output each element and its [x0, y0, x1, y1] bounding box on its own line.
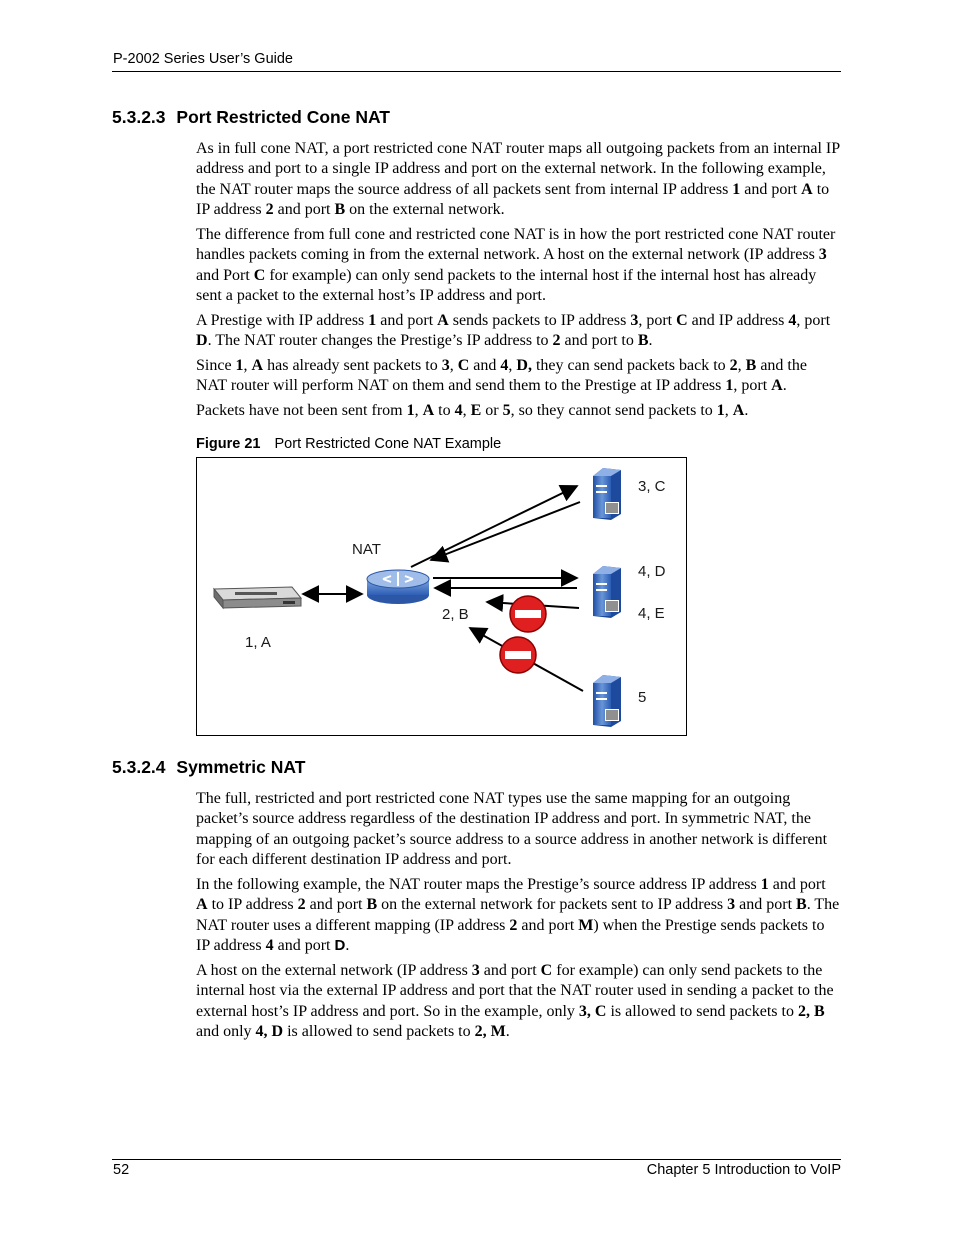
- bold-term: 3: [471, 962, 480, 979]
- chapter-title: Chapter 5 Introduction to VoIP: [646, 1162, 841, 1178]
- text-run: Since: [196, 357, 236, 374]
- text-run: and port: [517, 916, 579, 934]
- paragraph: [196, 875, 841, 957]
- text-run: As in full cone NAT, a port restricted cone NAT router maps all outgoing packets from an internal IP address and port to a single IP address and port on the external network. In the following example, the NAT router maps the source address of all packets sent from internal IP address: [196, 140, 840, 198]
- text-run: to IP address: [207, 896, 298, 914]
- text-run: to IP address: [196, 180, 830, 219]
- text-run: is allowed to send packets to: [283, 1023, 475, 1041]
- arrow-router-to-3c: [411, 486, 577, 567]
- bold-term: 1: [235, 357, 244, 374]
- text-run: ,: [508, 357, 517, 374]
- server-icon-3c: [593, 468, 621, 520]
- bold-term: B: [334, 201, 346, 219]
- bold-term: 5: [502, 402, 511, 419]
- text-run: and port: [273, 937, 335, 955]
- bold-term: 3: [441, 357, 450, 374]
- prestige-device-icon: [214, 587, 301, 608]
- bold-term: B: [745, 357, 757, 374]
- host-4d-label: 4, D: [638, 563, 666, 580]
- bold-term: E: [470, 402, 482, 419]
- bold-term: A: [251, 357, 264, 374]
- bold-term: D: [334, 937, 346, 955]
- text-run: on the external network.: [345, 201, 505, 219]
- nat-diagram: [196, 457, 687, 736]
- bold-term: C: [676, 312, 688, 329]
- footer-rule: [112, 1159, 841, 1160]
- text-run: for example) can only send packets to the internal host if the internal host has already sent a packet to the external host’s IP address and port.: [196, 266, 817, 305]
- page-number: 52: [113, 1162, 130, 1178]
- paragraph: [196, 356, 841, 397]
- text-run: .: [744, 402, 749, 419]
- bold-term: C: [540, 962, 553, 979]
- text-run: sends packets to IP address: [448, 312, 631, 329]
- bold-term: A: [422, 402, 435, 419]
- bold-term: A: [437, 312, 449, 329]
- text-run: The difference from full cone and restricted cone NAT is in how the port restricted cone NAT router handles packets coming in from the external network. A host on the external network (IP address: [196, 226, 836, 264]
- paragraph: [196, 789, 841, 871]
- router-external-label: 2, B: [442, 606, 469, 623]
- bold-term: 1: [732, 180, 741, 198]
- prestige-label: 1, A: [245, 634, 271, 651]
- text-run: has already sent packets to: [263, 357, 442, 374]
- bold-term: 1: [716, 402, 725, 419]
- bold-term: B: [366, 896, 378, 914]
- text-run: and port: [305, 896, 367, 914]
- bold-term: 2: [552, 332, 561, 350]
- paragraph: [196, 961, 841, 1043]
- bold-term: 1: [725, 377, 734, 395]
- text-run: and port: [479, 962, 541, 979]
- text-run: . The NAT router changes the Prestige’s IP address to: [207, 332, 553, 350]
- text-run: Packets have not been sent from: [196, 402, 407, 419]
- bold-term: 2: [729, 357, 738, 374]
- bold-term: 2: [265, 201, 274, 219]
- nat-router-icon: [367, 570, 429, 604]
- paragraph: [196, 139, 841, 221]
- running-header: P-2002 Series User’s Guide: [113, 51, 293, 67]
- section-number: 5.3.2.3: [112, 107, 166, 127]
- bold-term: 1: [406, 402, 415, 419]
- text-run: for example) can only send packets to the internal host via the external IP address and port that the NAT router used in sending a packet to the external host’s IP address and port. So in the example, only: [196, 962, 834, 1020]
- text-run: A host on the external network (IP address: [196, 962, 472, 979]
- text-run: ,: [243, 357, 252, 374]
- bold-term: B: [796, 896, 807, 914]
- section-title: Symmetric NAT: [176, 757, 306, 777]
- text-run: and IP address: [687, 312, 789, 329]
- bold-term: B: [637, 332, 649, 350]
- paragraph: [196, 311, 841, 352]
- bold-term: 4: [788, 312, 797, 329]
- section-number: 5.3.2.4: [112, 757, 166, 777]
- text-run: and port: [768, 876, 826, 893]
- text-run: , port: [733, 377, 772, 395]
- bold-term: 4: [454, 402, 463, 419]
- text-run: and Port: [196, 266, 254, 284]
- bold-term: M: [578, 916, 594, 934]
- host-5-label: 5: [638, 689, 647, 706]
- text-run: they can send packets back to: [531, 357, 730, 374]
- text-run: ,: [462, 402, 471, 419]
- text-run: .: [782, 377, 787, 395]
- bold-term: A: [801, 180, 813, 198]
- text-run: and the NAT router will perform NAT on them and send them to the Prestige at IP address: [196, 357, 807, 395]
- text-run: , port: [796, 312, 831, 329]
- bold-term: 4: [500, 357, 509, 374]
- text-run: and port: [735, 896, 797, 914]
- bold-term: A: [732, 402, 745, 419]
- nat-label: NAT: [352, 541, 381, 558]
- bold-term: A: [771, 377, 783, 395]
- arrow-3c-to-router: [431, 502, 580, 560]
- bold-term: 3, C: [578, 1002, 607, 1020]
- no-entry-icon: [510, 596, 546, 632]
- no-entry-icon: [500, 637, 536, 673]
- text-run: . The NAT router uses a different mapping (IP address: [196, 896, 840, 934]
- header-rule: [112, 71, 841, 72]
- text-run: .: [345, 937, 350, 955]
- bold-term: 3: [630, 312, 639, 329]
- bold-term: 2, B: [797, 1002, 825, 1020]
- bold-term: A: [196, 896, 208, 914]
- text-run: is allowed to send packets to: [606, 1002, 798, 1020]
- bold-term: 2: [509, 916, 518, 934]
- section-heading-symmetric: [112, 757, 305, 778]
- bold-term: 2, M: [474, 1023, 506, 1041]
- bold-term: D: [196, 332, 208, 350]
- host-3c-label: 3, C: [638, 478, 666, 495]
- text-run: and port: [376, 312, 438, 329]
- bold-term: 1: [760, 876, 769, 893]
- text-run: ,: [449, 357, 458, 374]
- section-heading-port-restricted: [112, 107, 390, 128]
- figure-label: Figure 21: [196, 436, 261, 452]
- bold-term: C: [253, 266, 266, 284]
- text-run: , port: [638, 312, 677, 329]
- section-title: Port Restricted Cone NAT: [176, 107, 390, 127]
- text-run: .: [648, 332, 653, 350]
- nat-diagram-svg: [197, 458, 688, 737]
- text-run: and only: [196, 1023, 256, 1041]
- text-run: , so they cannot send packets to: [510, 402, 717, 419]
- text-run: and port to: [560, 332, 638, 350]
- paragraph: [196, 225, 841, 307]
- text-run: A Prestige with IP address: [196, 312, 369, 329]
- text-run: .: [505, 1023, 510, 1041]
- bold-term: C: [457, 357, 470, 374]
- text-run: The full, restricted and port restricted cone NAT types use the same mapping for an outgoing packet’s source address regardless of the destination IP address and port. In symmetric NAT, the mapping of an outgoing packet’s source address to a source address in another network is different for each different destination IP address and port.: [196, 790, 828, 869]
- text-run: and: [469, 357, 501, 374]
- server-icon-5: [593, 675, 621, 727]
- text-run: to: [434, 402, 455, 419]
- bold-term: D,: [516, 357, 532, 374]
- figure-caption-text: Port Restricted Cone NAT Example: [274, 436, 502, 452]
- paragraph: [196, 401, 841, 421]
- text-run: on the external network for packets sent to IP address: [377, 896, 728, 914]
- text-run: and port: [273, 201, 335, 219]
- bold-term: 2: [297, 896, 306, 914]
- text-run: ,: [414, 402, 423, 419]
- text-run: and port: [740, 180, 802, 198]
- text-run: In the following example, the NAT router maps the Prestige’s source address IP address: [196, 876, 761, 893]
- bold-term: 1: [368, 312, 377, 329]
- figure-caption: [196, 436, 501, 452]
- server-icon-4d: [593, 566, 621, 618]
- text-run: ,: [737, 357, 746, 374]
- text-run: or: [481, 402, 503, 419]
- bold-term: 4, D: [255, 1023, 284, 1041]
- host-4e-label: 4, E: [638, 605, 665, 622]
- bold-term: 3: [818, 246, 827, 264]
- bold-term: 4: [265, 937, 274, 955]
- text-run: ) when the Prestige sends packets to IP address: [196, 916, 825, 955]
- bold-term: 3: [727, 896, 736, 914]
- text-run: ,: [724, 402, 733, 419]
